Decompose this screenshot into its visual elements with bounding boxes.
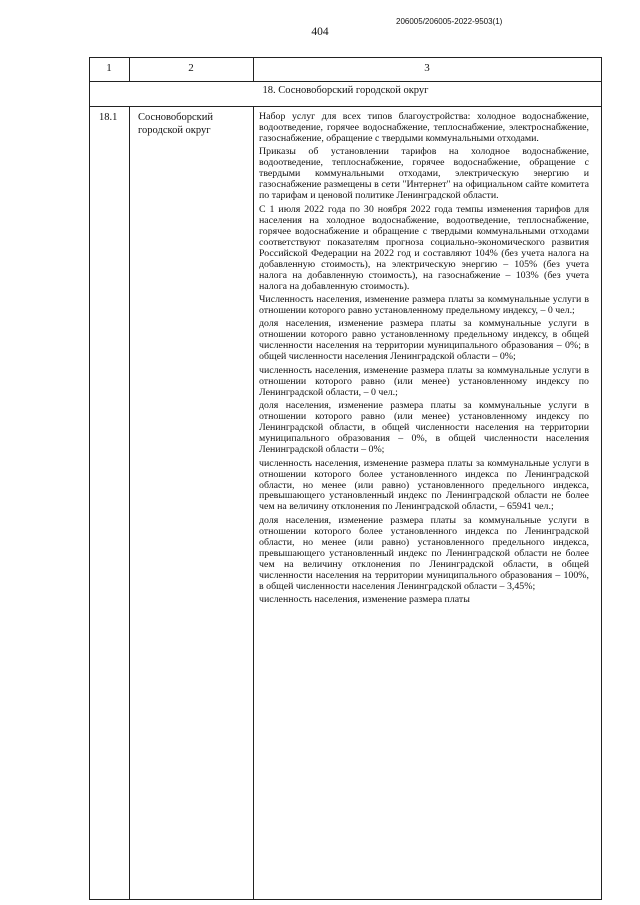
content-paragraph: доля населения, изменение размера платы за коммунальные услуги в отношении которого более установленного индекса по Ленинградской области, но менее (или равно) установленного предельного индекса, превышающего установленный индекс по Ленинградской области не более чем на величину отклонения по Ленинградской области, в общей численности населения на территории муниципального образования – 100%, в общей численности населения Ленинградской области – 3,45%; (259, 514, 589, 592)
header-row-separator (89, 81, 602, 82)
table-border-bottom (89, 899, 602, 900)
content-paragraph: численность населения, изменение размера платы (259, 594, 470, 606)
content-paragraph: Приказы об установлении тарифов на холодное водоснабжение, водоотведение, теплоснабжение, горячее водоснабжение, обращение с твердыми коммунальными отходами, электрическую энергию и газоснабжение размещены в сети "Интернет" на официальном сайте комитета по тарифам и ценовой политике Ленинградской области. (259, 146, 589, 202)
content-paragraph: Набор услуг для всех типов благоустройства: холодное водоснабжение, водоотведение, горячее водоснабжение, теплоснабжение, электроснабжение, газоснабжение, обращение с твердыми коммунальными отходами. (259, 112, 589, 144)
table-border-top (89, 57, 602, 58)
table-border-right (601, 57, 602, 899)
content-paragraph: численность населения, изменение размера платы за коммунальные услуги в отношении которого равно (или менее) установленному индексу по Ленинградской области, – 0 чел.; (259, 364, 589, 398)
column-header-2: 2 (188, 62, 194, 74)
col-divider-2 (253, 106, 254, 899)
row-content (259, 112, 589, 897)
col-divider-1 (129, 106, 130, 899)
content-paragraph: численность населения, изменение размера платы за коммунальные услуги в отношении которого более установленного индекса по Ленинградской области, но менее (или равно) установленного предельного индекса, превышающего установленный индекс по Ленинградской области не более чем на величину отклонения по Ленинградской области, – 65941 чел.; (259, 457, 589, 513)
content-paragraph: С 1 июля 2022 года по 30 ноября 2022 года темпы изменения тарифов для населения на холодное водоснабжение, водоотведение, теплоснабжение, горячее водоснабжение и обращение с твердыми коммунальными отходами соответствуют показателям прогноза социально-экономического развития Российской Федерации на 2022 год и составляют 104% (без учета налога на добавленную стоимость), на электрическую энергию – 105% (без учета налога на добавленную стоимость), на газоснабжение – 103% (без учета налога на добавленную стоимость). (259, 203, 589, 292)
municipality-name: Сосновоборский городской округ (138, 112, 214, 136)
row-number: 18.1 (99, 112, 118, 123)
column-header-1: 1 (106, 62, 112, 74)
content-paragraph: доля населения, изменение размера платы за коммунальные услуги в отношении которого равно установленному предельному индексу, в общей численности населения на территории муниципального образования – 0%; в общей численности населения Ленинградской области – 0%; (259, 318, 589, 363)
content-paragraph: Численность населения, изменение размера платы за коммунальные услуги в отношении которого равно установленному предельному индексу, – 0 чел.; (259, 294, 589, 316)
tariff-table (89, 57, 602, 900)
section-title: 18. Сосновоборский городской округ (262, 85, 429, 96)
document-code: 206005/206005-2022-9503(1) (396, 17, 503, 26)
content-paragraph: доля населения, изменение размера платы за коммунальные услуги в отношении которого равно (или менее) установленному индексу по Ленинградской области, в общей численности населения на территории муниципального образования – 0%, в общей численности населения Ленинградской области – 0%; (259, 400, 589, 456)
column-header-3: 3 (424, 62, 430, 74)
page-number: 404 (311, 26, 329, 38)
table-border-left (89, 57, 90, 899)
section-row-separator (89, 106, 602, 107)
